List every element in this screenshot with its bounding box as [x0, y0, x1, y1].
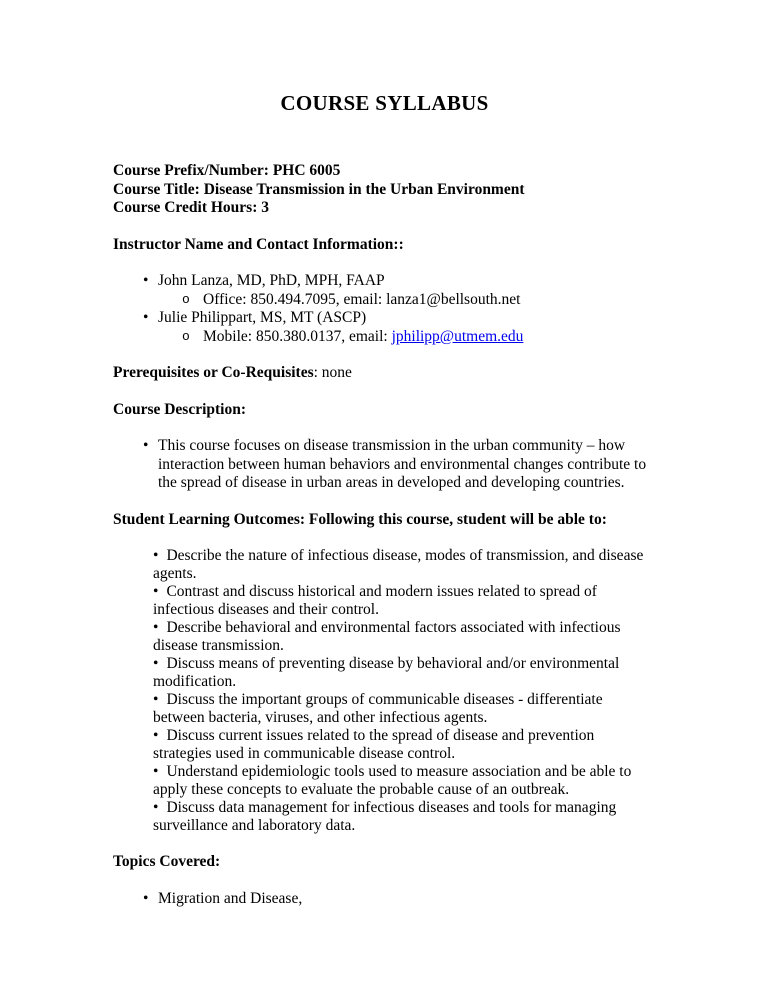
bullet-icon: • — [153, 583, 159, 600]
course-prefix-number: Course Prefix/Number: PHC 6005 — [113, 162, 341, 179]
bullet-icon: • — [153, 727, 159, 744]
bullet-icon: • — [143, 272, 149, 289]
bullet-icon: • — [153, 763, 159, 780]
topic-text: Migration and Disease, — [158, 889, 303, 907]
bullet-icon: • — [153, 691, 159, 708]
bullet-icon: • — [153, 655, 159, 672]
list-item-description — [113, 437, 656, 493]
instructor-list — [113, 272, 656, 346]
list-item-outcome — [153, 799, 656, 835]
course-title-line: Course Title: Disease Transmission in the Urban Environment — [113, 180, 525, 198]
learning-outcomes-list — [153, 547, 656, 835]
course-description-list — [113, 437, 656, 493]
bullet-icon: • — [143, 889, 149, 907]
list-item-outcome — [153, 763, 656, 799]
list-item-instructor-contact — [113, 291, 656, 310]
instructor-name: Julie Philippart, MS, MT (ASCP) — [158, 309, 367, 326]
prerequisites-line — [113, 364, 656, 383]
outcome-text: Describe the nature of infectious disease, modes of transmission, and disease agents. — [153, 547, 644, 582]
bullet-icon: • — [143, 437, 149, 454]
prerequisites-label: Prerequisites or Co-Requisites — [113, 364, 314, 381]
list-item-outcome — [153, 691, 656, 727]
instructor-heading: Instructor Name and Contact Information:: — [113, 235, 404, 253]
outcome-text: Discuss current issues related to the spread of disease and prevention strategies used in communicable disease control. — [153, 727, 595, 762]
prerequisites-value: : none — [313, 364, 352, 381]
list-item-instructor — [113, 309, 656, 328]
list-item-outcome — [153, 583, 656, 619]
course-description-text: This course focuses on disease transmission in the urban community – how interaction between human behaviors and environmental changes contribute to the spread of disease in urban areas in developed and developing countries. — [158, 437, 647, 491]
list-item-outcome — [153, 655, 656, 691]
topics-list — [113, 890, 656, 909]
instructor-contact-label: Office: 850.494.7095, email: — [203, 290, 387, 308]
list-item-instructor-contact — [113, 328, 656, 347]
list-item-outcome — [153, 727, 656, 763]
circle-bullet-icon: o — [182, 291, 190, 307]
outcome-text: Discuss data management for infectious diseases and tools for managing surveillance and laboratory data. — [153, 799, 617, 834]
learning-outcomes-heading: Student Learning Outcomes: Following this course, student will be able to: — [113, 510, 607, 528]
outcome-text: Describe behavioral and environmental factors associated with infectious disease transmission. — [153, 619, 621, 654]
course-info-block — [113, 162, 656, 218]
outcome-text: Understand epidemiologic tools used to measure association and be able to apply these concepts to evaluate the probable cause of an outbreak. — [153, 763, 632, 798]
instructor-email-link[interactable]: jphilipp@utmem.edu — [391, 327, 524, 345]
outcome-text: Discuss the important groups of communicable diseases - differentiate between bacteria, viruses, and other infectious agents. — [153, 691, 603, 726]
instructor-contact-label: Mobile: 850.380.0137, email: — [203, 327, 392, 345]
circle-bullet-icon: o — [182, 328, 190, 344]
list-item-instructor — [113, 272, 656, 291]
list-item-topic — [113, 890, 656, 909]
page-title: COURSE SYLLABUS — [280, 91, 489, 115]
bullet-icon: • — [153, 799, 159, 816]
instructor-email-text: lanza1@bellsouth.net — [386, 290, 521, 308]
outcome-text: Discuss means of preventing disease by behavioral and/or environmental modification. — [153, 655, 620, 690]
bullet-icon: • — [143, 309, 149, 326]
list-item-outcome — [153, 547, 656, 583]
bullet-icon: • — [153, 619, 159, 636]
instructor-name: John Lanza, MD, PhD, MPH, FAAP — [158, 272, 385, 289]
list-item-outcome — [153, 619, 656, 655]
bullet-icon: • — [153, 547, 159, 564]
outcome-text: Contrast and discuss historical and modern issues related to spread of infectious diseases and their control. — [153, 583, 597, 618]
course-description-heading: Course Description: — [113, 400, 247, 418]
topics-covered-heading: Topics Covered: — [113, 853, 221, 870]
course-credit-hours: Course Credit Hours: 3 — [113, 199, 269, 216]
